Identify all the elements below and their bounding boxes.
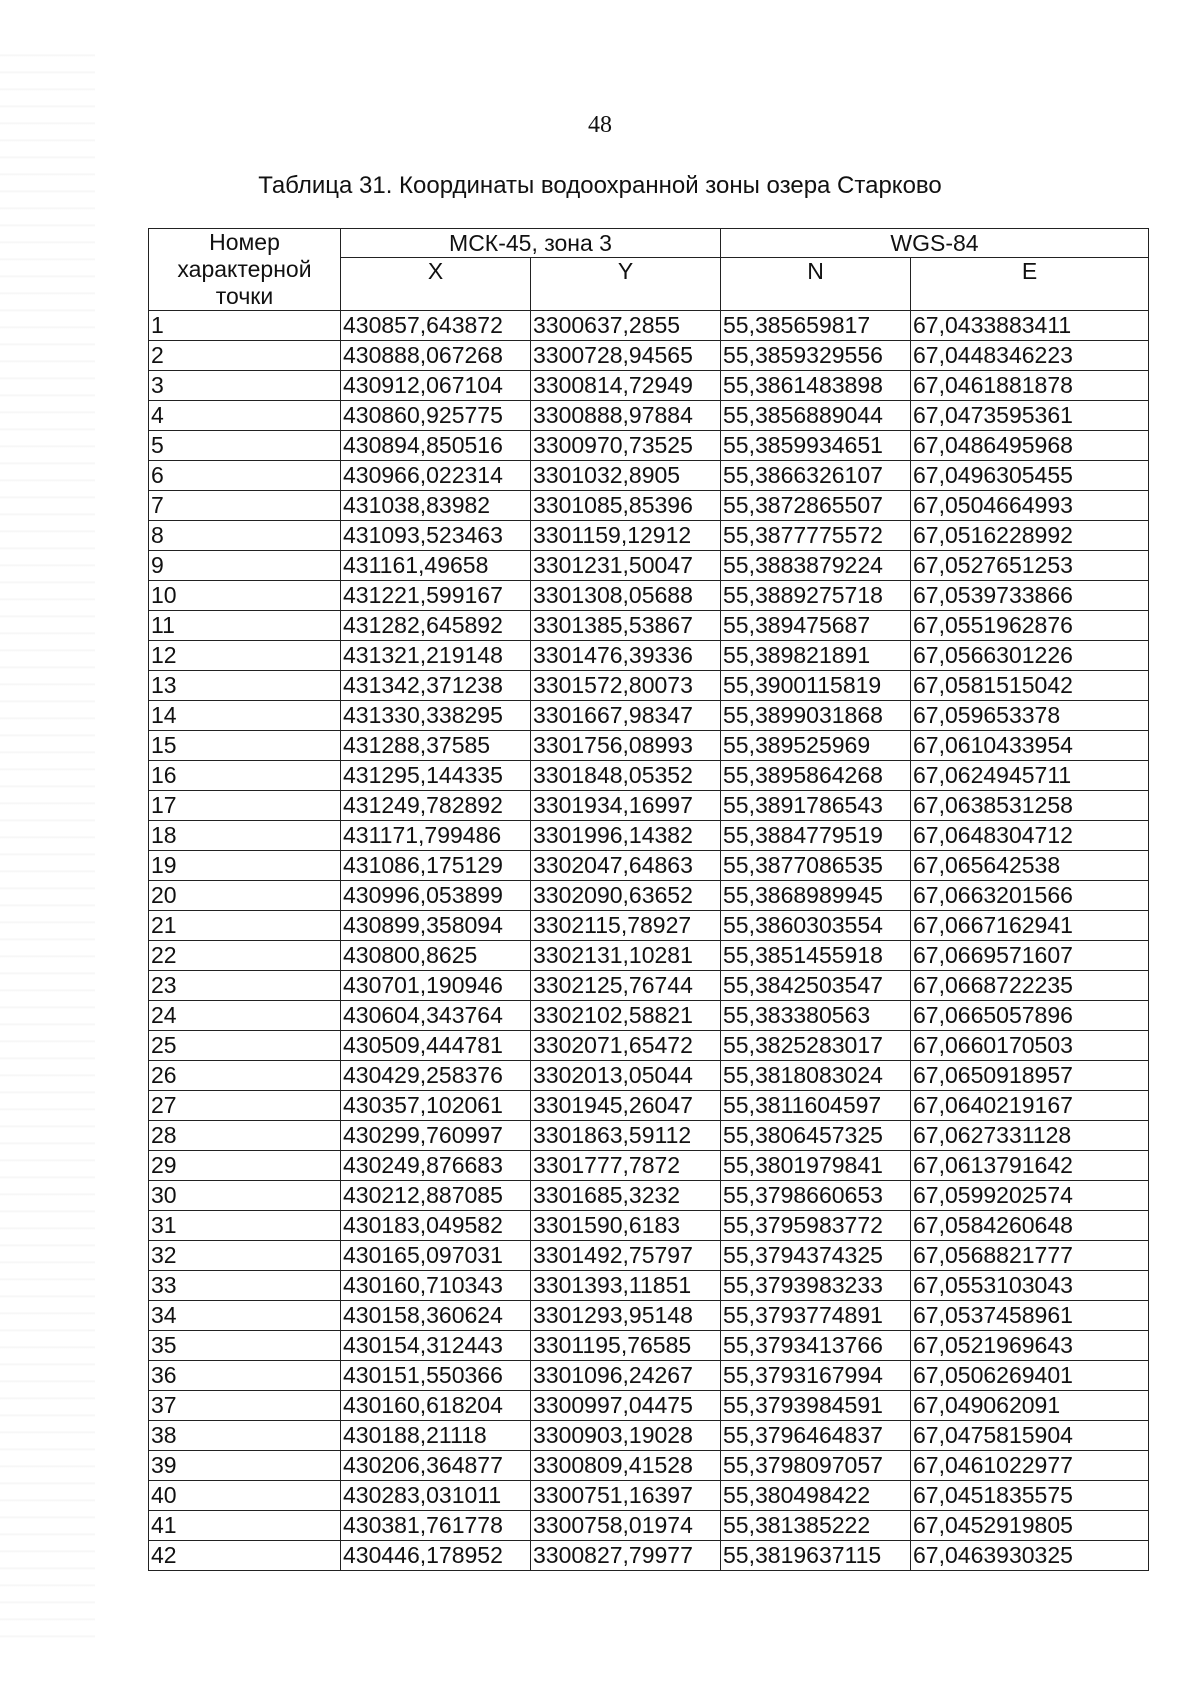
e-cell: 67,0461881878 xyxy=(911,371,1149,401)
e-cell: 67,0640219167 xyxy=(911,1091,1149,1121)
y-cell: 3302071,65472 xyxy=(531,1031,721,1061)
point-number-cell: 35 xyxy=(149,1331,341,1361)
x-cell: 430912,067104 xyxy=(341,371,531,401)
e-cell: 67,0624945711 xyxy=(911,761,1149,791)
point-number-cell: 26 xyxy=(149,1061,341,1091)
table-row xyxy=(149,971,1149,1001)
n-cell: 55,3861483898 xyxy=(721,371,911,401)
x-cell: 430183,049582 xyxy=(341,1211,531,1241)
e-cell: 67,0486495968 xyxy=(911,431,1149,461)
y-cell: 3300903,19028 xyxy=(531,1421,721,1451)
point-number-cell: 3 xyxy=(149,371,341,401)
n-cell: 55,3798660653 xyxy=(721,1181,911,1211)
n-cell: 55,3872865507 xyxy=(721,491,911,521)
e-cell: 67,0539733866 xyxy=(911,581,1149,611)
point-number-cell: 34 xyxy=(149,1301,341,1331)
e-cell: 67,0516228992 xyxy=(911,521,1149,551)
x-cell: 431093,523463 xyxy=(341,521,531,551)
y-cell: 3301195,76585 xyxy=(531,1331,721,1361)
e-cell: 67,0452919805 xyxy=(911,1511,1149,1541)
x-cell: 430966,022314 xyxy=(341,461,531,491)
e-cell: 67,0504664993 xyxy=(911,491,1149,521)
x-cell: 430446,178952 xyxy=(341,1541,531,1571)
e-cell: 67,059653378 xyxy=(911,701,1149,731)
n-cell: 55,3877775572 xyxy=(721,521,911,551)
table-row xyxy=(149,1241,1149,1271)
e-cell: 67,0669571607 xyxy=(911,941,1149,971)
point-number-cell: 31 xyxy=(149,1211,341,1241)
x-cell: 431086,175129 xyxy=(341,851,531,881)
table-row xyxy=(149,521,1149,551)
e-cell: 67,0667162941 xyxy=(911,911,1149,941)
e-cell: 67,0551962876 xyxy=(911,611,1149,641)
x-cell: 430800,8625 xyxy=(341,941,531,971)
e-cell: 67,0553103043 xyxy=(911,1271,1149,1301)
x-cell: 431161,49658 xyxy=(341,551,531,581)
n-cell: 55,3818083024 xyxy=(721,1061,911,1091)
e-cell: 67,0638531258 xyxy=(911,791,1149,821)
x-cell: 430212,887085 xyxy=(341,1181,531,1211)
table-row xyxy=(149,1391,1149,1421)
e-cell: 67,049062091 xyxy=(911,1391,1149,1421)
e-cell: 67,0568821777 xyxy=(911,1241,1149,1271)
x-cell: 430899,358094 xyxy=(341,911,531,941)
e-cell: 67,0650918957 xyxy=(911,1061,1149,1091)
e-cell: 67,065642538 xyxy=(911,851,1149,881)
e-cell: 67,0527651253 xyxy=(911,551,1149,581)
n-cell: 55,3795983772 xyxy=(721,1211,911,1241)
n-cell: 55,389525969 xyxy=(721,731,911,761)
e-cell: 67,0473595361 xyxy=(911,401,1149,431)
y-cell: 3302047,64863 xyxy=(531,851,721,881)
point-number-cell: 13 xyxy=(149,671,341,701)
x-cell: 431171,799486 xyxy=(341,821,531,851)
n-cell: 55,3825283017 xyxy=(721,1031,911,1061)
point-number-cell: 29 xyxy=(149,1151,341,1181)
x-cell: 430165,097031 xyxy=(341,1241,531,1271)
e-cell: 67,0537458961 xyxy=(911,1301,1149,1331)
table-row xyxy=(149,1001,1149,1031)
point-number-cell: 12 xyxy=(149,641,341,671)
n-cell: 55,3868989945 xyxy=(721,881,911,911)
point-number-cell: 38 xyxy=(149,1421,341,1451)
header-y: Y xyxy=(531,258,721,311)
table-row xyxy=(149,1091,1149,1121)
x-cell: 430249,876683 xyxy=(341,1151,531,1181)
n-cell: 55,3793983233 xyxy=(721,1271,911,1301)
x-cell: 431288,37585 xyxy=(341,731,531,761)
point-number-cell: 21 xyxy=(149,911,341,941)
n-cell: 55,383380563 xyxy=(721,1001,911,1031)
n-cell: 55,3900115819 xyxy=(721,671,911,701)
e-cell: 67,0613791642 xyxy=(911,1151,1149,1181)
table-row xyxy=(149,401,1149,431)
point-number-cell: 37 xyxy=(149,1391,341,1421)
n-cell: 55,3811604597 xyxy=(721,1091,911,1121)
table-body xyxy=(149,311,1149,1571)
x-cell: 430160,618204 xyxy=(341,1391,531,1421)
n-cell: 55,3851455918 xyxy=(721,941,911,971)
point-number-cell: 41 xyxy=(149,1511,341,1541)
x-cell: 430857,643872 xyxy=(341,311,531,341)
e-cell: 67,0451835575 xyxy=(911,1481,1149,1511)
n-cell: 55,3793413766 xyxy=(721,1331,911,1361)
table-row xyxy=(149,1151,1149,1181)
n-cell: 55,3891786543 xyxy=(721,791,911,821)
e-cell: 67,0463930325 xyxy=(911,1541,1149,1571)
point-number-cell: 6 xyxy=(149,461,341,491)
x-cell: 431038,83982 xyxy=(341,491,531,521)
e-cell: 67,0627331128 xyxy=(911,1121,1149,1151)
point-number-cell: 36 xyxy=(149,1361,341,1391)
point-number-cell: 16 xyxy=(149,761,341,791)
y-cell: 3301685,3232 xyxy=(531,1181,721,1211)
y-cell: 3300814,72949 xyxy=(531,371,721,401)
table-row xyxy=(149,1331,1149,1361)
table-row xyxy=(149,821,1149,851)
y-cell: 3301492,75797 xyxy=(531,1241,721,1271)
x-cell: 431321,219148 xyxy=(341,641,531,671)
table-row xyxy=(149,491,1149,521)
n-cell: 55,3895864268 xyxy=(721,761,911,791)
y-cell: 3300970,73525 xyxy=(531,431,721,461)
point-number-cell: 39 xyxy=(149,1451,341,1481)
table-row xyxy=(149,1481,1149,1511)
n-cell: 55,3806457325 xyxy=(721,1121,911,1151)
table-row xyxy=(149,671,1149,701)
table-caption: Таблица 31. Координаты водоохранной зоны озера Старково xyxy=(258,172,942,199)
y-cell: 3301476,39336 xyxy=(531,641,721,671)
table-row xyxy=(149,551,1149,581)
point-number-cell: 2 xyxy=(149,341,341,371)
x-cell: 430996,053899 xyxy=(341,881,531,911)
point-number-cell: 4 xyxy=(149,401,341,431)
x-cell: 431221,599167 xyxy=(341,581,531,611)
x-cell: 430894,850516 xyxy=(341,431,531,461)
e-cell: 67,0521969643 xyxy=(911,1331,1149,1361)
header-group-msk45: МСК-45, зона 3 xyxy=(341,229,721,258)
y-cell: 3301385,53867 xyxy=(531,611,721,641)
table-row xyxy=(149,1211,1149,1241)
point-number-cell: 24 xyxy=(149,1001,341,1031)
n-cell: 55,3801979841 xyxy=(721,1151,911,1181)
table-row xyxy=(149,311,1149,341)
n-cell: 55,3883879224 xyxy=(721,551,911,581)
table-row xyxy=(149,581,1149,611)
n-cell: 55,3798097057 xyxy=(721,1451,911,1481)
point-number-cell: 25 xyxy=(149,1031,341,1061)
n-cell: 55,3884779519 xyxy=(721,821,911,851)
point-number-cell: 19 xyxy=(149,851,341,881)
table-row xyxy=(149,911,1149,941)
y-cell: 3301393,11851 xyxy=(531,1271,721,1301)
coordinates-table xyxy=(148,228,1149,1571)
n-cell: 55,3793984591 xyxy=(721,1391,911,1421)
point-number-cell: 9 xyxy=(149,551,341,581)
table-row xyxy=(149,1271,1149,1301)
n-cell: 55,389475687 xyxy=(721,611,911,641)
point-number-cell: 40 xyxy=(149,1481,341,1511)
e-cell: 67,0584260648 xyxy=(911,1211,1149,1241)
table-row xyxy=(149,1061,1149,1091)
n-cell: 55,389821891 xyxy=(721,641,911,671)
point-number-cell: 20 xyxy=(149,881,341,911)
n-cell: 55,3793167994 xyxy=(721,1361,911,1391)
n-cell: 55,3866326107 xyxy=(721,461,911,491)
table-row xyxy=(149,1361,1149,1391)
y-cell: 3301777,7872 xyxy=(531,1151,721,1181)
e-cell: 67,0566301226 xyxy=(911,641,1149,671)
n-cell: 55,3793774891 xyxy=(721,1301,911,1331)
table-row xyxy=(149,761,1149,791)
table-row xyxy=(149,1031,1149,1061)
n-cell: 55,3842503547 xyxy=(721,971,911,1001)
header-group-wgs84: WGS-84 xyxy=(721,229,1149,258)
header-n: N xyxy=(721,258,911,311)
y-cell: 3300728,94565 xyxy=(531,341,721,371)
e-cell: 67,0581515042 xyxy=(911,671,1149,701)
table-row xyxy=(149,431,1149,461)
n-cell: 55,3889275718 xyxy=(721,581,911,611)
y-cell: 3302115,78927 xyxy=(531,911,721,941)
table-row xyxy=(149,341,1149,371)
y-cell: 3301848,05352 xyxy=(531,761,721,791)
page-number: 48 xyxy=(588,112,612,138)
e-cell: 67,0665057896 xyxy=(911,1001,1149,1031)
table-row xyxy=(149,881,1149,911)
y-cell: 3300637,2855 xyxy=(531,311,721,341)
y-cell: 3300751,16397 xyxy=(531,1481,721,1511)
x-cell: 430381,761778 xyxy=(341,1511,531,1541)
table-row xyxy=(149,461,1149,491)
y-cell: 3301096,24267 xyxy=(531,1361,721,1391)
e-cell: 67,0506269401 xyxy=(911,1361,1149,1391)
y-cell: 3302125,76744 xyxy=(531,971,721,1001)
y-cell: 3301590,6183 xyxy=(531,1211,721,1241)
e-cell: 67,0475815904 xyxy=(911,1421,1149,1451)
x-cell: 430299,760997 xyxy=(341,1121,531,1151)
point-number-cell: 42 xyxy=(149,1541,341,1571)
y-cell: 3302131,10281 xyxy=(531,941,721,971)
y-cell: 3301308,05688 xyxy=(531,581,721,611)
x-cell: 430154,312443 xyxy=(341,1331,531,1361)
n-cell: 55,3859329556 xyxy=(721,341,911,371)
point-number-cell: 23 xyxy=(149,971,341,1001)
scan-margin-artifact xyxy=(0,40,95,1640)
header-e: E xyxy=(911,258,1149,311)
e-cell: 67,0448346223 xyxy=(911,341,1149,371)
x-cell: 430158,360624 xyxy=(341,1301,531,1331)
point-number-cell: 33 xyxy=(149,1271,341,1301)
n-cell: 55,385659817 xyxy=(721,311,911,341)
e-cell: 67,0610433954 xyxy=(911,731,1149,761)
point-number-cell: 10 xyxy=(149,581,341,611)
y-cell: 3301667,98347 xyxy=(531,701,721,731)
y-cell: 3300888,97884 xyxy=(531,401,721,431)
e-cell: 67,0496305455 xyxy=(911,461,1149,491)
e-cell: 67,0660170503 xyxy=(911,1031,1149,1061)
point-number-cell: 5 xyxy=(149,431,341,461)
table-row xyxy=(149,371,1149,401)
y-cell: 3301159,12912 xyxy=(531,521,721,551)
n-cell: 55,3856889044 xyxy=(721,401,911,431)
x-cell: 430206,364877 xyxy=(341,1451,531,1481)
point-number-cell: 18 xyxy=(149,821,341,851)
x-cell: 430357,102061 xyxy=(341,1091,531,1121)
point-number-cell: 28 xyxy=(149,1121,341,1151)
y-cell: 3301231,50047 xyxy=(531,551,721,581)
y-cell: 3301945,26047 xyxy=(531,1091,721,1121)
x-cell: 430860,925775 xyxy=(341,401,531,431)
point-number-cell: 17 xyxy=(149,791,341,821)
n-cell: 55,3859934651 xyxy=(721,431,911,461)
e-cell: 67,0599202574 xyxy=(911,1181,1149,1211)
point-number-cell: 7 xyxy=(149,491,341,521)
y-cell: 3301756,08993 xyxy=(531,731,721,761)
table-row xyxy=(149,851,1149,881)
y-cell: 3300827,79977 xyxy=(531,1541,721,1571)
x-cell: 431295,144335 xyxy=(341,761,531,791)
x-cell: 430283,031011 xyxy=(341,1481,531,1511)
table-row xyxy=(149,611,1149,641)
n-cell: 55,3860303554 xyxy=(721,911,911,941)
y-cell: 3301293,95148 xyxy=(531,1301,721,1331)
table-row xyxy=(149,1451,1149,1481)
n-cell: 55,3899031868 xyxy=(721,701,911,731)
n-cell: 55,3796464837 xyxy=(721,1421,911,1451)
table-row xyxy=(149,1301,1149,1331)
x-cell: 430509,444781 xyxy=(341,1031,531,1061)
y-cell: 3301032,8905 xyxy=(531,461,721,491)
table-row xyxy=(149,701,1149,731)
table-row xyxy=(149,1121,1149,1151)
point-number-cell: 11 xyxy=(149,611,341,641)
n-cell: 55,3877086535 xyxy=(721,851,911,881)
x-cell: 430429,258376 xyxy=(341,1061,531,1091)
y-cell: 3302102,58821 xyxy=(531,1001,721,1031)
table-row xyxy=(149,791,1149,821)
x-cell: 430151,550366 xyxy=(341,1361,531,1391)
table-row xyxy=(149,641,1149,671)
x-cell: 430701,190946 xyxy=(341,971,531,1001)
point-number-cell: 32 xyxy=(149,1241,341,1271)
e-cell: 67,0663201566 xyxy=(911,881,1149,911)
y-cell: 3301085,85396 xyxy=(531,491,721,521)
n-cell: 55,3819637115 xyxy=(721,1541,911,1571)
point-number-cell: 15 xyxy=(149,731,341,761)
table-row xyxy=(149,1421,1149,1451)
n-cell: 55,380498422 xyxy=(721,1481,911,1511)
y-cell: 3301996,14382 xyxy=(531,821,721,851)
x-cell: 430888,067268 xyxy=(341,341,531,371)
point-number-cell: 8 xyxy=(149,521,341,551)
y-cell: 3301863,59112 xyxy=(531,1121,721,1151)
table-row xyxy=(149,941,1149,971)
x-cell: 430604,343764 xyxy=(341,1001,531,1031)
header-point-number: Номер характерной точки xyxy=(149,229,341,311)
point-number-cell: 22 xyxy=(149,941,341,971)
point-number-cell: 14 xyxy=(149,701,341,731)
n-cell: 55,3794374325 xyxy=(721,1241,911,1271)
e-cell: 67,0668722235 xyxy=(911,971,1149,1001)
table-row xyxy=(149,1541,1149,1571)
table-row xyxy=(149,731,1149,761)
table-row xyxy=(149,1181,1149,1211)
n-cell: 55,381385222 xyxy=(721,1511,911,1541)
x-cell: 430188,21118 xyxy=(341,1421,531,1451)
y-cell: 3302013,05044 xyxy=(531,1061,721,1091)
y-cell: 3302090,63652 xyxy=(531,881,721,911)
x-cell: 431282,645892 xyxy=(341,611,531,641)
y-cell: 3300809,41528 xyxy=(531,1451,721,1481)
x-cell: 431342,371238 xyxy=(341,671,531,701)
point-number-cell: 1 xyxy=(149,311,341,341)
e-cell: 67,0461022977 xyxy=(911,1451,1149,1481)
y-cell: 3300997,04475 xyxy=(531,1391,721,1421)
x-cell: 431330,338295 xyxy=(341,701,531,731)
table-row xyxy=(149,1511,1149,1541)
x-cell: 430160,710343 xyxy=(341,1271,531,1301)
point-number-cell: 30 xyxy=(149,1181,341,1211)
point-number-cell: 27 xyxy=(149,1091,341,1121)
y-cell: 3301934,16997 xyxy=(531,791,721,821)
e-cell: 67,0433883411 xyxy=(911,311,1149,341)
x-cell: 431249,782892 xyxy=(341,791,531,821)
y-cell: 3300758,01974 xyxy=(531,1511,721,1541)
e-cell: 67,0648304712 xyxy=(911,821,1149,851)
y-cell: 3301572,80073 xyxy=(531,671,721,701)
header-x: X xyxy=(341,258,531,311)
